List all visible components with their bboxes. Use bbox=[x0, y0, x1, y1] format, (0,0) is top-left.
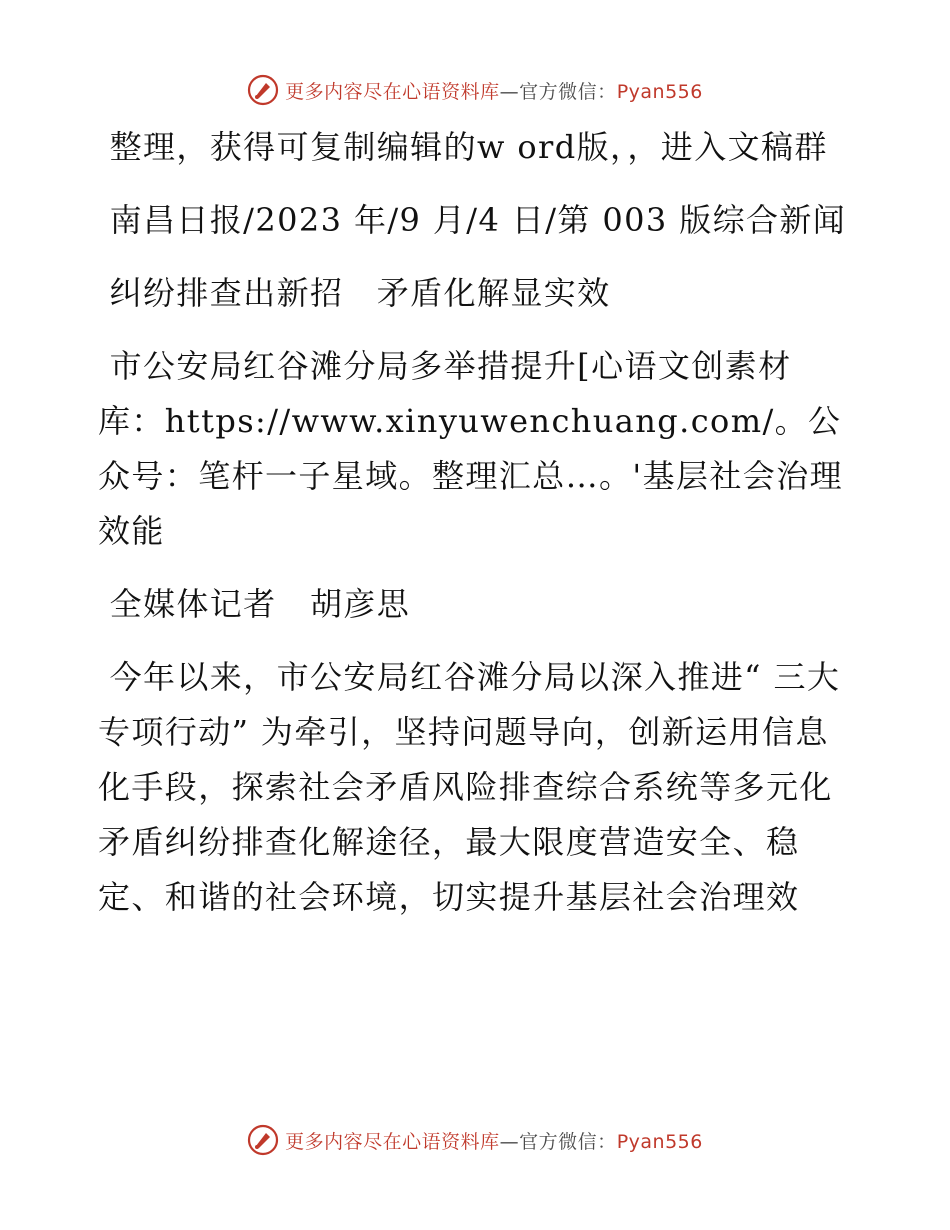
watermark-handle: Pyan556 bbox=[616, 80, 703, 103]
source-line: 南昌日报/2023 年/9 月/4 日/第 003 版综合新闻 bbox=[109, 201, 847, 239]
watermark-separator: — bbox=[499, 80, 520, 103]
article-subtitle: 市公安局红谷滩分局多举措提升[心语文创素材库：https://www.xinyuwenchuang.com/。公众号：笔杆一子星域。整理汇总…。'基层社会治理效能 bbox=[98, 347, 843, 550]
quill-nib-icon bbox=[247, 74, 279, 106]
intro-note: 整理，获得可复制编辑的w ord版，，进入文稿群 bbox=[109, 128, 828, 166]
watermark-banner-bottom bbox=[0, 1120, 950, 1160]
byline: 全媒体记者 胡彦思 bbox=[109, 585, 411, 623]
watermark-site-text: 更多内容尽在心语资料库 bbox=[285, 1130, 500, 1153]
watermark-handle: Pyan556 bbox=[616, 1130, 703, 1153]
watermark-site-text: 更多内容尽在心语资料库 bbox=[285, 80, 500, 103]
watermark-text bbox=[285, 1127, 703, 1154]
body-paragraph: 今年以来，市公安局红谷滩分局以深入推进“ 三大专项行动” 为牵引，坚持问题导向，创新运用信息化手段，探索社会矛盾风险排查综合系统等多元化矛盾纠纷排查化解途径，最大限度营造安全、稳定、和谐的社会环境，切实提升基层社会治理效 bbox=[98, 658, 841, 916]
watermark-text bbox=[285, 77, 703, 104]
watermark-banner-top bbox=[0, 70, 950, 110]
watermark-wechat-label: 官方微信： bbox=[519, 1130, 617, 1153]
article-title: 纠纷排查出新招 矛盾化解显实效 bbox=[109, 274, 611, 312]
document-body bbox=[98, 120, 858, 943]
quill-nib-icon bbox=[247, 1124, 279, 1156]
watermark-separator: — bbox=[499, 1130, 520, 1153]
watermark-wechat-label: 官方微信： bbox=[519, 80, 617, 103]
